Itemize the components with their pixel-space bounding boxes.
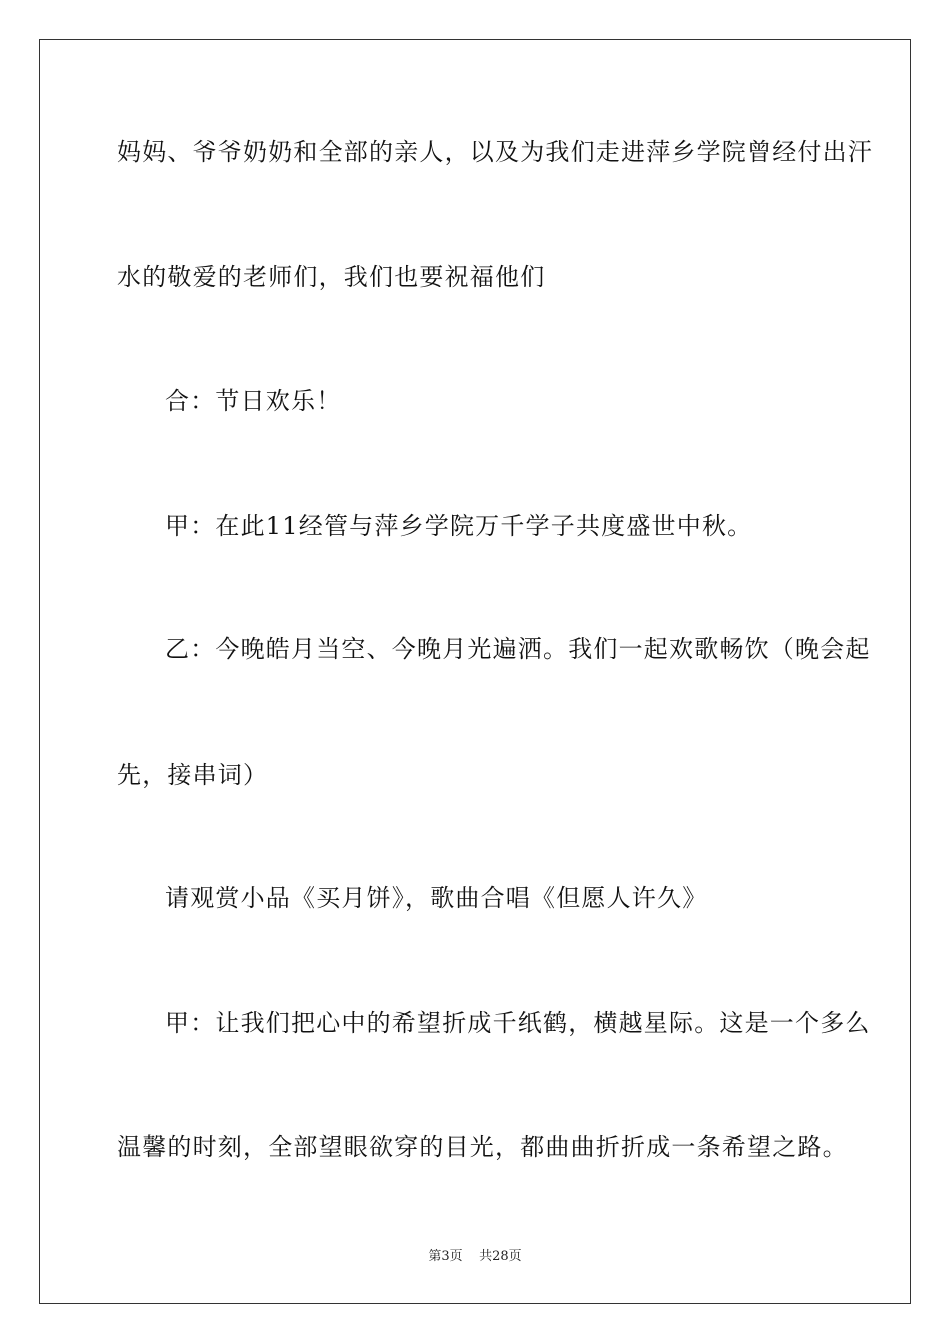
text-line-3: 合：节日欢乐！ bbox=[165, 387, 342, 415]
page-frame bbox=[39, 39, 911, 1304]
text-line-7: 请观赏小品《买月饼》，歌曲合唱《但愿人许久》 bbox=[165, 884, 708, 912]
text-line-9: 温馨的时刻，全部望眼欲穿的目光，都曲曲折折成一条希望之路。 bbox=[117, 1133, 848, 1161]
page-footer bbox=[0, 1248, 950, 1266]
text-line-4: 甲：在此11经管与萍乡学院万千学子共度盛世中秋。 bbox=[165, 512, 753, 540]
text-line-5: 乙：今晚皓月当空、今晚月光遍洒。我们一起欢歌畅饮（晚会起 bbox=[165, 635, 871, 663]
text-line-8: 甲：让我们把心中的希望折成千纸鹤，横越星际。这是一个多么 bbox=[165, 1009, 871, 1037]
text-line-2: 水的敬爱的老师们，我们也要祝福他们 bbox=[117, 263, 546, 291]
text-line-6: 先，接串词） bbox=[117, 761, 269, 789]
page-total: 共28页 bbox=[479, 1249, 522, 1264]
text-line-1: 妈妈、爷爷奶奶和全部的亲人，以及为我们走进萍乡学院曾经付出汗 bbox=[117, 138, 873, 166]
page-number: 第3页 bbox=[428, 1249, 463, 1264]
